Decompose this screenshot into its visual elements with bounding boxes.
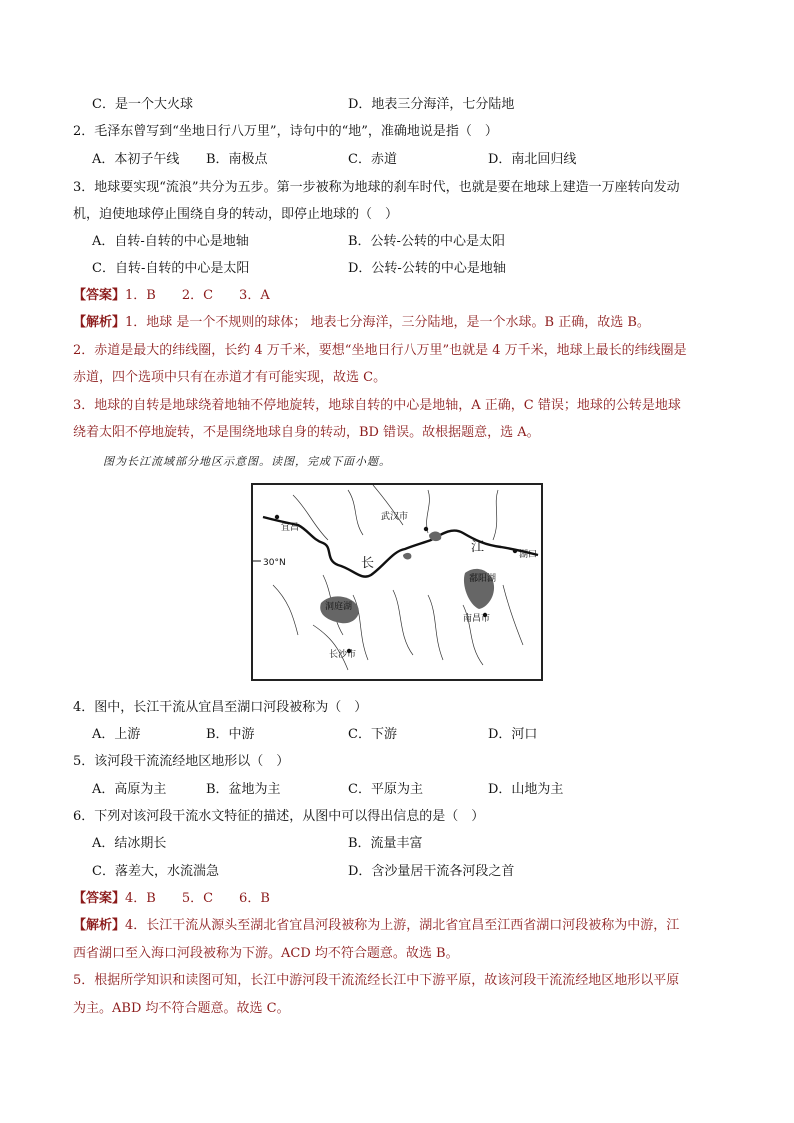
q3-stem-line1: 3．地球要实现“流浪”共分为五步。第一步被称为地球的刹车时代，也就是要在地球上建造一万座转向发动 xyxy=(73,180,680,195)
label-dongting: 洞庭湖 xyxy=(325,602,353,612)
q4-option-b: B．中游 xyxy=(206,727,255,742)
analysis-line: 3．地球的自转是地球绕着地轴不停地旋转，地球自转的中心是地轴，A 正确，C 错误；地球的公转是地球 xyxy=(73,398,681,413)
q3-option-b: B．公转-公转的中心是太阳 xyxy=(348,234,505,249)
q3-option-a: A．自转-自转的中心是地轴 xyxy=(92,234,249,249)
q5-option-a: A．高原为主 xyxy=(92,782,167,797)
label-nanchang: 南昌市 xyxy=(463,614,491,624)
label-latitude: 30°N xyxy=(263,558,286,568)
yangtze-map xyxy=(251,483,543,681)
q2-option-c: C．赤道 xyxy=(348,152,397,167)
analysis-line: 1．地球 是一个不规则的球体； 地表七分海洋，三分陆地，是一个水球。B 正确，故选 B。 xyxy=(125,315,650,330)
q6-option-c: C．落差大，水流湍急 xyxy=(92,864,219,879)
answer-block-1 xyxy=(73,286,270,306)
analysis-line: 绕着太阳不停地旋转，不是围绕地球自身的转动，BD 错误。故根据题意，选 A。 xyxy=(73,425,540,440)
answer-tag: 【答案】 xyxy=(73,891,126,906)
analysis-line: 西省湖口至入海口河段被称为下游。ACD 均不符合题意。故选 B。 xyxy=(73,946,459,961)
answer-text: 4．B 5．C 6．B xyxy=(125,891,270,906)
q5-option-d: D．山地为主 xyxy=(488,782,564,797)
analysis-block-2 xyxy=(73,916,679,936)
map-svg xyxy=(253,485,541,679)
q4-option-a: A．上游 xyxy=(92,727,141,742)
q2-option-b: B．南极点 xyxy=(206,152,268,167)
analysis-line: 4．长江干流从源头至湖北省宜昌河段被称为上游，湖北省宜昌至江西省湖口河段被称为中游，江 xyxy=(125,918,680,933)
q5-option-c: C．平原为主 xyxy=(348,782,423,797)
label-yichang: 宜昌 xyxy=(281,523,300,533)
analysis-line: 5．根据所学知识和读图可知，长江中游河段干流流经长江中下游平原，故该河段干流流经地区地形以平原 xyxy=(73,973,680,988)
label-hukou: 湖口 xyxy=(519,550,538,560)
analysis-tag: 【解析】 xyxy=(73,918,126,933)
analysis-tag: 【解析】 xyxy=(73,315,126,330)
q1-option-d: D．地表三分海洋，七分陆地 xyxy=(348,97,515,112)
analysis-line: 2．赤道是最大的纬线圈，长约 4 万千米，要想“坐地日行八万里”也就是 4 万千米，地球上最长的纬线圈是 xyxy=(73,343,687,358)
q5-stem: 5．该河段干流流经地区地形以（ ） xyxy=(73,754,290,769)
q2-option-a: A．本初子午线 xyxy=(92,152,180,167)
q3-stem-line2: 机，迫使地球停止围绕自身的转动，即停止地球的（ ） xyxy=(73,207,399,222)
analysis-line: 赤道，四个选项中只有在赤道才有可能实现，故选 C。 xyxy=(73,370,387,385)
q4-option-c: C．下游 xyxy=(348,727,397,742)
analysis-line: 为主。ABD 均不符合题意。故选 C。 xyxy=(73,1001,290,1016)
answer-text: 1．B 2．C 3．A xyxy=(125,288,270,303)
q3-option-c: C．自转-自转的中心是太阳 xyxy=(92,261,250,276)
q6-option-b: B．流量丰富 xyxy=(348,836,423,851)
q6-option-a: A．结冰期长 xyxy=(92,836,167,851)
q6-stem: 6．下列对该河段干流水文特征的描述，从图中可以得出信息的是（ ） xyxy=(73,809,485,824)
q4-option-d: D．河口 xyxy=(488,727,538,742)
label-wuhan: 武汉市 xyxy=(381,512,409,522)
q3-option-d: D．公转-公转的中心是地轴 xyxy=(348,261,506,276)
figure-caption: 图为长江流域部分地区示意图。读图，完成下面小题。 xyxy=(103,455,391,468)
answer-block-2 xyxy=(73,889,270,909)
label-chang: 长 xyxy=(361,556,375,571)
label-poyang: 鄱阳湖 xyxy=(469,574,497,584)
label-changsha: 长沙市 xyxy=(329,650,357,660)
q6-option-d: D．含沙量居干流各河段之首 xyxy=(348,864,515,879)
q5-option-b: B．盆地为主 xyxy=(206,782,281,797)
analysis-block-1 xyxy=(73,313,650,333)
q1-option-c: C．是一个大火球 xyxy=(92,97,193,112)
label-jiang: 江 xyxy=(471,540,485,555)
q2-stem: 2．毛泽东曾写到“坐地日行八万里”，诗句中的“地”，准确地说是指（ ） xyxy=(73,124,498,139)
q2-option-d: D．南北回归线 xyxy=(488,152,577,167)
q4-stem: 4．图中，长江干流从宜昌至湖口河段被称为（ ） xyxy=(73,700,368,715)
answer-tag: 【答案】 xyxy=(73,288,126,303)
